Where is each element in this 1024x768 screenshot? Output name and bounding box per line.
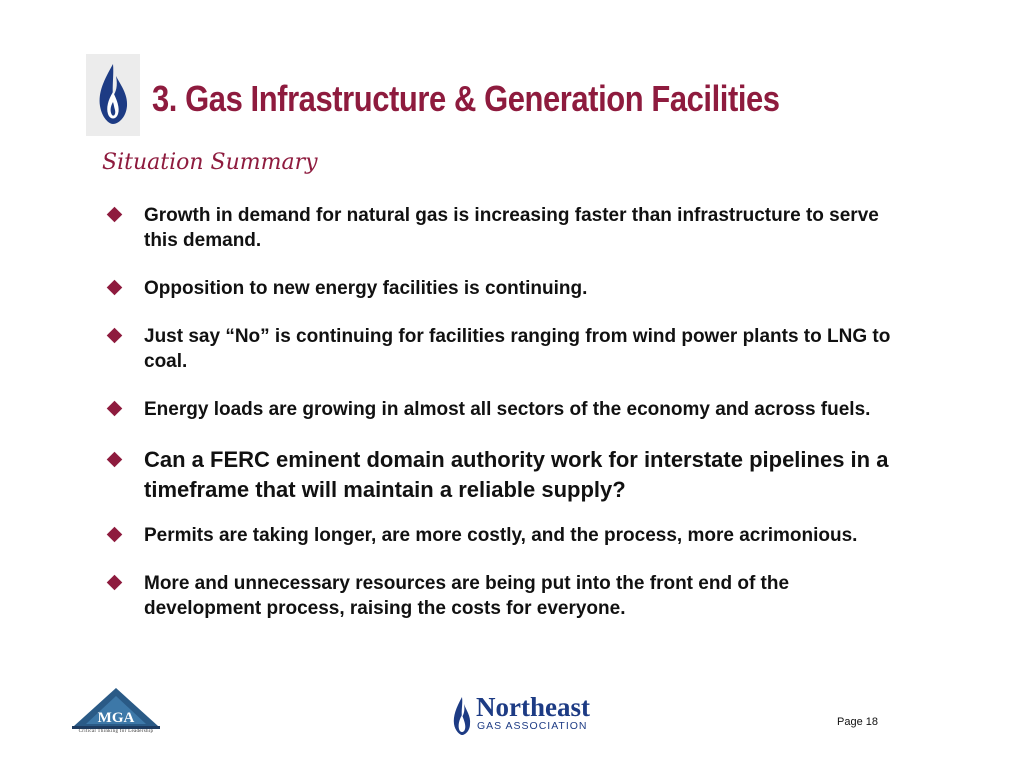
bullet-text: More and unnecessary resources are being put into the front end of the development process, raising the costs for everyone.: [144, 573, 790, 619]
bullet-item: [108, 203, 908, 253]
gas-flame-logo: [86, 54, 140, 136]
nga-flame-icon: [452, 696, 472, 736]
bullet-item: [108, 445, 908, 505]
nga-logo: [452, 694, 622, 736]
diamond-bullet-icon: [107, 575, 123, 591]
diamond-bullet-icon: [107, 280, 123, 296]
bullet-text: Just say “No” is continuing for facilities ranging from wind power plants to LNG to coal.: [144, 326, 891, 372]
bullet-text: Can a FERC eminent domain authority work for interstate pipelines in a timeframe that will maintain a reliable supply?: [144, 447, 889, 502]
diamond-bullet-icon: [107, 328, 123, 344]
bullet-text: Opposition to new energy facilities is continuing.: [144, 278, 588, 299]
diamond-bullet-icon: [107, 527, 123, 543]
bullet-text: Energy loads are growing in almost all sectors of the economy and across fuels.: [144, 399, 871, 420]
slide-subtitle: Situation Summary: [102, 150, 318, 175]
bullet-item: [108, 571, 908, 621]
bullet-list: [108, 203, 908, 644]
bullet-item: [108, 523, 908, 548]
bullet-text: Growth in demand for natural gas is increasing faster than infrastructure to serve this demand.: [144, 205, 879, 251]
bullet-item: [108, 397, 908, 422]
diamond-bullet-icon: [107, 452, 123, 468]
mga-tagline: Critical Thinking for Leadership: [78, 729, 154, 734]
nga-name: Northeast: [476, 692, 590, 722]
mga-logo-text: MGA: [97, 710, 135, 726]
diamond-bullet-icon: [107, 401, 123, 417]
bullet-text: Permits are taking longer, are more costly, and the process, more acrimonious.: [144, 525, 858, 546]
gas-flame-icon: [96, 62, 130, 126]
bullet-item: [108, 324, 908, 374]
nga-subtitle: GAS ASSOCIATION: [477, 720, 588, 732]
page-number: Page 18: [837, 716, 878, 728]
slide-title: 3. Gas Infrastructure & Generation Facilities: [152, 78, 780, 119]
diamond-bullet-icon: [107, 207, 123, 223]
bullet-item: [108, 276, 908, 301]
mga-pyramid-icon: [66, 686, 166, 732]
